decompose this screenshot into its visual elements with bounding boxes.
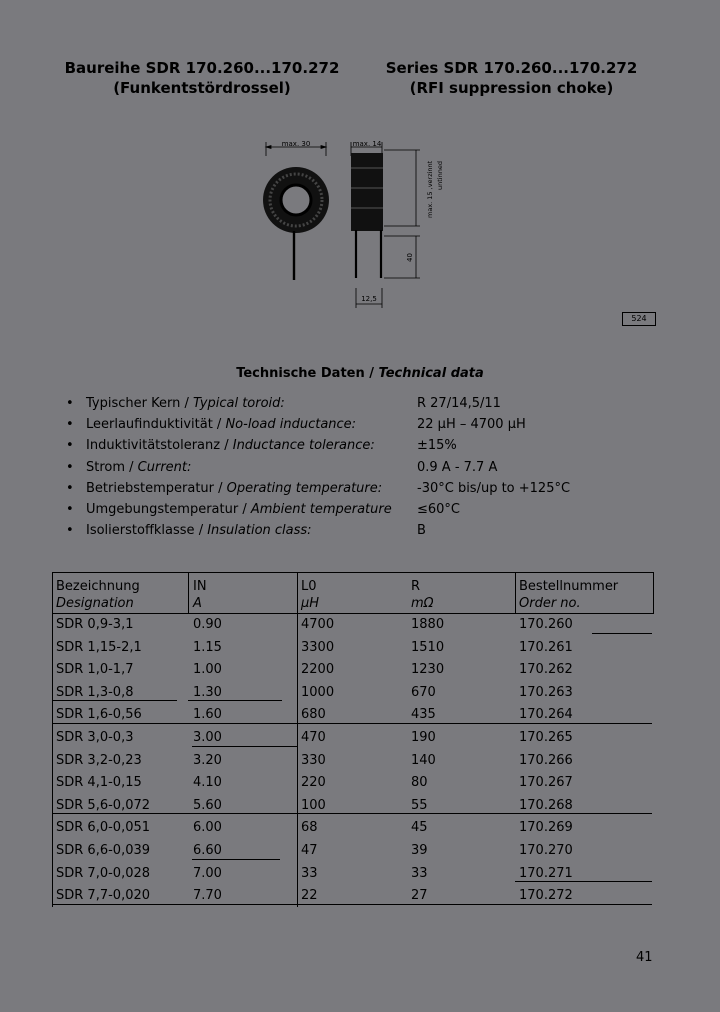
- cell-current: 0.90: [193, 617, 222, 632]
- column-header: Bestellnummer: [519, 579, 619, 594]
- choke-dimension-drawing: [250, 138, 450, 313]
- cell-inductance: 47: [301, 843, 318, 858]
- spec-row: [66, 393, 626, 414]
- dim-wire-label: max. 15 ,verzinnt: [426, 160, 434, 218]
- row-divider: [192, 859, 280, 860]
- cell-resistance: 33: [411, 865, 428, 881]
- bullet-icon: •: [66, 480, 74, 496]
- row-divider: [52, 700, 177, 701]
- cell-inductance: 68: [301, 820, 318, 836]
- cell-order-no: 170.270: [519, 843, 573, 858]
- title-english-main: Series SDR 170.260...170.272: [385, 59, 638, 77]
- cell-order-no: 170.263: [519, 684, 573, 700]
- cell-resistance: 1230: [411, 662, 445, 678]
- cell-current: 6.00: [193, 820, 222, 836]
- cell-designation: SDR 1,3-0,8: [56, 684, 134, 700]
- cell-resistance: 190: [411, 730, 436, 745]
- spec-list: [66, 393, 626, 541]
- table-row: [52, 614, 654, 637]
- spec-label: [86, 478, 382, 499]
- cell-designation: SDR 0,9-3,1: [56, 617, 134, 632]
- cell-resistance: 1880: [411, 617, 445, 632]
- cell-designation: SDR 3,2-0,23: [56, 752, 142, 768]
- cell-current: 1.30: [193, 684, 222, 700]
- cell-inductance: 330: [301, 752, 326, 768]
- technical-data-title-en: Technical data: [378, 366, 484, 381]
- spec-row: [66, 457, 626, 478]
- spec-label: [86, 499, 392, 520]
- technical-data-title: [0, 366, 720, 381]
- column-header: IN: [193, 579, 207, 594]
- cell-current: 3.20: [193, 752, 222, 768]
- spec-label-de: Betriebstemperatur /: [86, 480, 227, 496]
- dim-lead-label: 40: [406, 253, 414, 262]
- toroid-side-view: [351, 153, 383, 231]
- cell-current: 3.00: [193, 730, 222, 745]
- row-divider: [52, 904, 652, 905]
- title-german-main: Baureihe SDR 170.260...170.272: [64, 59, 340, 77]
- dim-wire-label-2: untinned: [436, 161, 444, 190]
- column-header-unit: µH: [301, 596, 320, 611]
- spec-label-de: Umgebungstemperatur /: [86, 501, 251, 517]
- title-german-sub: (Funkentstördrossel): [113, 79, 291, 97]
- title-english-sub: (RFI suppression choke): [409, 79, 614, 97]
- spec-label: [86, 393, 285, 414]
- spec-row: [66, 435, 626, 456]
- cell-resistance: 1510: [411, 639, 445, 655]
- column-header: Bezeichnung: [56, 579, 140, 594]
- technical-data-title-de: Technische Daten /: [236, 366, 379, 381]
- table-row: [52, 840, 654, 863]
- cell-current: 1.15: [193, 639, 222, 655]
- spec-label-de: Induktivitätstoleranz /: [86, 438, 233, 454]
- bullet-icon: •: [66, 438, 74, 454]
- table-row: [52, 727, 654, 750]
- row-divider: [515, 881, 652, 882]
- column-header-unit: Order no.: [519, 596, 581, 611]
- cell-current: 7.00: [193, 865, 222, 881]
- cell-order-no: 170.265: [519, 730, 573, 745]
- spec-row: [66, 499, 626, 520]
- spec-value: ≤60°C: [417, 501, 461, 517]
- cell-order-no: 170.272: [519, 888, 573, 904]
- cell-resistance: 140: [411, 752, 436, 768]
- cell-inductance: 3300: [301, 639, 335, 655]
- spec-value: B: [417, 523, 426, 539]
- row-divider: [188, 700, 282, 701]
- cell-order-no: 170.262: [519, 662, 573, 678]
- cell-designation: SDR 4,1-0,15: [56, 775, 142, 791]
- spec-label: [86, 414, 356, 435]
- cell-inductance: 220: [301, 775, 326, 791]
- spec-value: -30°C bis/up to +125°C: [417, 480, 571, 496]
- bullet-icon: •: [66, 417, 74, 433]
- spec-value: 22 µH – 4700 µH: [417, 417, 526, 433]
- cell-inductance: 4700: [301, 617, 335, 632]
- spec-label-en: Current:: [137, 459, 192, 475]
- column-header-unit: A: [193, 596, 202, 611]
- spec-label: [86, 457, 191, 478]
- cell-resistance: 435: [411, 707, 436, 723]
- cell-resistance: 27: [411, 888, 428, 904]
- dim-depth-label: max. 14: [352, 140, 382, 148]
- cell-designation: SDR 1,0-1,7: [56, 662, 134, 678]
- cell-designation: SDR 5,6-0,072: [56, 797, 151, 813]
- cell-resistance: 670: [411, 684, 436, 700]
- bullet-icon: •: [66, 523, 74, 539]
- cell-inductance: 22: [301, 888, 318, 904]
- cell-designation: SDR 7,7-0,020: [56, 888, 151, 904]
- cell-designation: SDR 6,6-0,039: [56, 843, 151, 858]
- cell-inductance: 680: [301, 707, 326, 723]
- table-row: [52, 750, 654, 773]
- cell-order-no: 170.261: [519, 639, 573, 655]
- column-header-unit: Designation: [56, 596, 134, 611]
- page-number: 41: [636, 950, 653, 965]
- cell-order-no: 170.271: [519, 865, 573, 881]
- cell-designation: SDR 6,0-0,051: [56, 820, 151, 836]
- dim-width-label: max. 30: [281, 140, 311, 148]
- cell-current: 1.00: [193, 662, 222, 678]
- cell-current: 7.70: [193, 888, 222, 904]
- table-header: [52, 578, 654, 616]
- spec-label-en: Insulation class:: [207, 523, 312, 539]
- column-header: R: [411, 579, 421, 594]
- spec-value: R 27/14,5/11: [417, 396, 501, 411]
- spec-label-en: Typical toroid:: [192, 396, 285, 411]
- cell-inductance: 2200: [301, 662, 335, 678]
- column-header: L0: [301, 579, 317, 594]
- row-divider: [192, 746, 297, 747]
- row-divider: [592, 633, 652, 634]
- cell-resistance: 55: [411, 797, 428, 813]
- spec-label-en: No-load inductance:: [225, 417, 357, 433]
- spec-value: ±15%: [417, 438, 457, 454]
- spec-row: [66, 478, 626, 499]
- cell-order-no: 170.264: [519, 707, 573, 723]
- cell-resistance: 45: [411, 820, 428, 836]
- cell-inductance: 100: [301, 797, 326, 813]
- table-row: [52, 817, 654, 840]
- bullet-icon: •: [66, 396, 74, 411]
- cell-resistance: 39: [411, 843, 428, 858]
- cell-inductance: 33: [301, 865, 318, 881]
- spec-value: 0.9 A - 7.7 A: [417, 459, 498, 475]
- cell-current: 6.60: [193, 843, 222, 858]
- row-divider: [52, 813, 652, 814]
- cell-current: 4.10: [193, 775, 222, 791]
- spec-label: [86, 520, 312, 541]
- spec-label-de: Leerlaufinduktivität /: [86, 417, 226, 433]
- column-header-unit: mΩ: [411, 596, 434, 611]
- spec-row: [66, 414, 626, 435]
- cell-designation: SDR 1,15-2,1: [56, 639, 142, 655]
- spec-label: [86, 435, 375, 456]
- cell-order-no: 170.267: [519, 775, 573, 791]
- title-english: [384, 58, 639, 98]
- spec-label-de: Isolierstoffklasse /: [86, 523, 208, 539]
- cell-designation: SDR 3,0-0,3: [56, 730, 134, 745]
- bullet-icon: •: [66, 501, 74, 517]
- cell-current: 1.60: [193, 707, 222, 723]
- table-row: [52, 772, 654, 795]
- row-divider: [52, 723, 652, 724]
- cell-inductance: 470: [301, 730, 326, 745]
- spec-label-de: Typischer Kern /: [86, 396, 193, 411]
- reference-code-box: 524: [622, 312, 656, 326]
- spec-label-en: Operating temperature:: [226, 480, 383, 496]
- spec-label-de: Strom /: [86, 459, 138, 475]
- title-german: [62, 58, 342, 98]
- product-table: [52, 572, 654, 907]
- cell-order-no: 170.266: [519, 752, 573, 768]
- cell-resistance: 80: [411, 775, 428, 791]
- dim-pitch-label: 12,5: [361, 295, 377, 303]
- table-row: [52, 637, 654, 660]
- cell-order-no: 170.260: [519, 617, 573, 632]
- spec-row: [66, 520, 626, 541]
- cell-designation: SDR 1,6-0,56: [56, 707, 142, 723]
- table-row: [52, 659, 654, 682]
- cell-order-no: 170.268: [519, 797, 573, 813]
- spec-label-en: Inductance tolerance:: [232, 438, 375, 454]
- bullet-icon: •: [66, 459, 74, 475]
- spec-label-en: Ambient temperature: [250, 501, 392, 517]
- cell-designation: SDR 7,0-0,028: [56, 865, 151, 881]
- cell-current: 5.60: [193, 797, 222, 813]
- cell-inductance: 1000: [301, 684, 335, 700]
- cell-order-no: 170.269: [519, 820, 573, 836]
